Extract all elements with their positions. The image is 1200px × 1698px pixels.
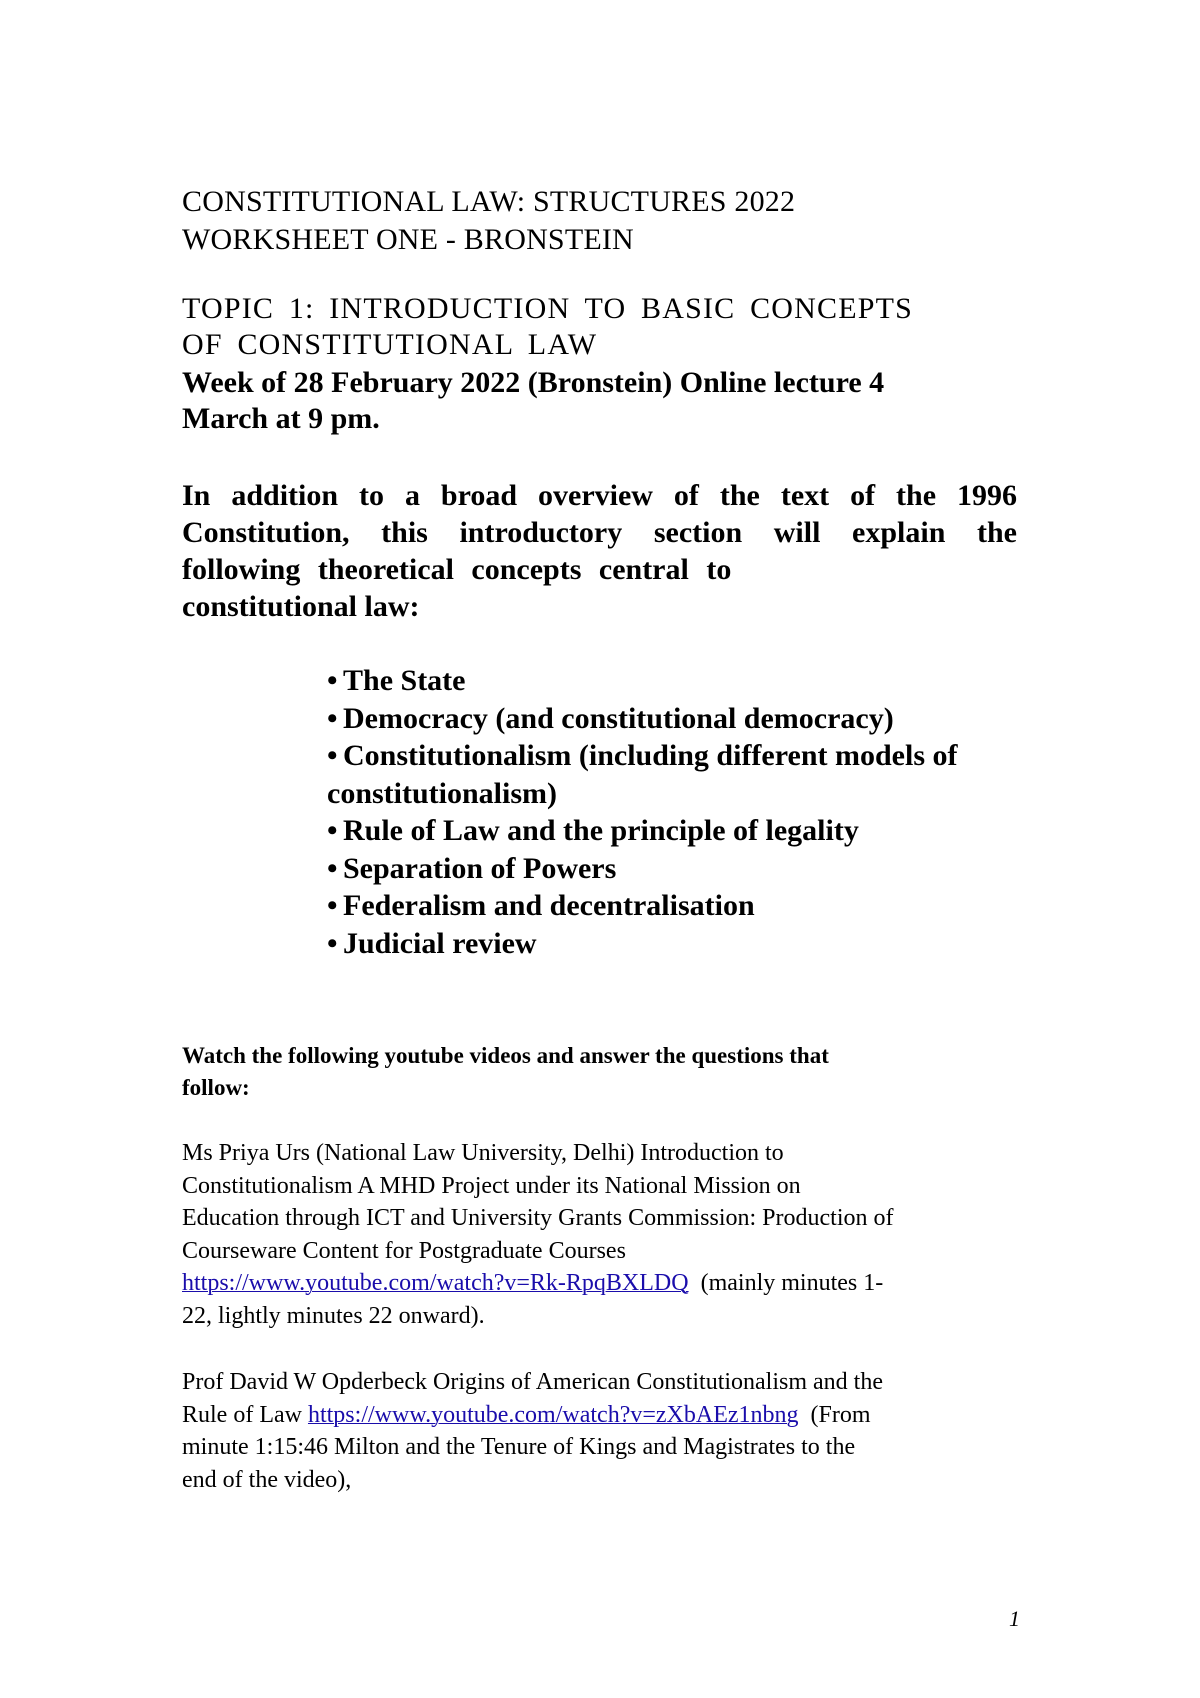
intro-line-1: In addition to a broad overview of the text of the 1996 (182, 479, 1017, 512)
schedule-line-1: Week of 28 February 2022 (Bronstein) Online lecture 4 (182, 366, 885, 399)
concept-item (327, 887, 1027, 925)
bullet-icon: • (327, 851, 338, 885)
document-title (182, 183, 795, 259)
instructions-line-2: follow: (182, 1075, 250, 1100)
concept-item (327, 850, 1027, 888)
video-1-line-2: Constitutionalism A MHD Project under its National Mission on (182, 1172, 801, 1199)
video-1-link[interactable]: https://www.youtube.com/watch?v=Rk-RpqBXLDQ (182, 1270, 689, 1296)
concept-item-continuation (327, 775, 1027, 813)
concept-item (327, 700, 1027, 738)
video-1-line-6: 22, lightly minutes 22 onward). (182, 1302, 485, 1329)
video-1-line-1: Ms Priya Urs (National Law University, Delhi) Introduction to (182, 1140, 784, 1166)
video-2-link[interactable]: https://www.youtube.com/watch?v=zXbAEz1nbng (307, 1401, 799, 1428)
intro-line-4: constitutional law: (182, 590, 420, 623)
video-2-prefix: Rule of Law (182, 1401, 308, 1428)
intro-line-2: Constitution, this introductory section will explain the (182, 516, 1017, 549)
video-1-line-5 (182, 1267, 1032, 1300)
concept-text: Separation of Powers (343, 851, 617, 885)
bullet-icon: • (327, 664, 338, 697)
instructions-line-1: Watch the following youtube videos and answer the questions that (182, 1043, 829, 1068)
concept-item (327, 925, 1027, 963)
concept-text: Constitutionalism (including different models of (343, 739, 958, 772)
concept-item (327, 662, 1027, 700)
bullet-icon: • (327, 701, 338, 735)
video-2-line-1: Prof David W Opderbeck Origins of American Constitutionalism and the (182, 1369, 883, 1395)
concept-item (327, 812, 1027, 850)
bullet-icon: • (327, 739, 338, 772)
topic-heading (182, 291, 913, 363)
concept-text: Democracy (and constitutional democracy) (343, 701, 894, 735)
video-1-line-4: Courseware Content for Postgraduate Courses (182, 1237, 626, 1264)
intro-line-3: following theoretical concepts central to (182, 553, 732, 586)
video-1-minutes-note: (mainly minutes 1- (688, 1270, 884, 1296)
concept-text: Judicial review (343, 926, 537, 960)
title-line-2: WORKSHEET ONE - BRONSTEIN (182, 223, 634, 256)
video-2-line-3: minute 1:15:46 Milton and the Tenure of Kings and Magistrates to the (182, 1434, 856, 1460)
concept-text: Federalism and decentralisation (343, 889, 755, 922)
bullet-icon: • (327, 814, 338, 847)
topic-line-1: TOPIC 1: INTRODUCTION TO BASIC CONCEPTS (182, 292, 914, 325)
concepts-list (327, 662, 1027, 962)
video-2-line-2 (182, 1399, 1032, 1432)
video-1-reference (182, 1137, 1032, 1332)
video-2-from-note: (From (798, 1401, 871, 1428)
page-number: 1 (1009, 1606, 1020, 1631)
concept-text: constitutionalism) (327, 776, 558, 810)
video-1-line-3: Education through ICT and University Grants Commission: Production of (182, 1205, 894, 1231)
bullet-icon: • (327, 926, 338, 960)
bullet-icon: • (327, 889, 338, 922)
schedule-line-2: March at 9 pm. (182, 402, 380, 435)
video-2-line-4: end of the video), (182, 1466, 352, 1493)
concept-text: The State (343, 664, 466, 697)
intro-paragraph (182, 477, 1017, 625)
concept-item (327, 737, 1027, 775)
lecture-schedule (182, 365, 884, 437)
topic-line-2: OF CONSTITUTIONAL LAW (182, 328, 598, 361)
concept-text: Rule of Law and the principle of legality (343, 814, 859, 847)
title-line-1: CONSTITUTIONAL LAW: STRUCTURES 2022 (182, 185, 796, 218)
video-2-reference (182, 1366, 1032, 1496)
video-instructions (182, 1040, 1002, 1104)
